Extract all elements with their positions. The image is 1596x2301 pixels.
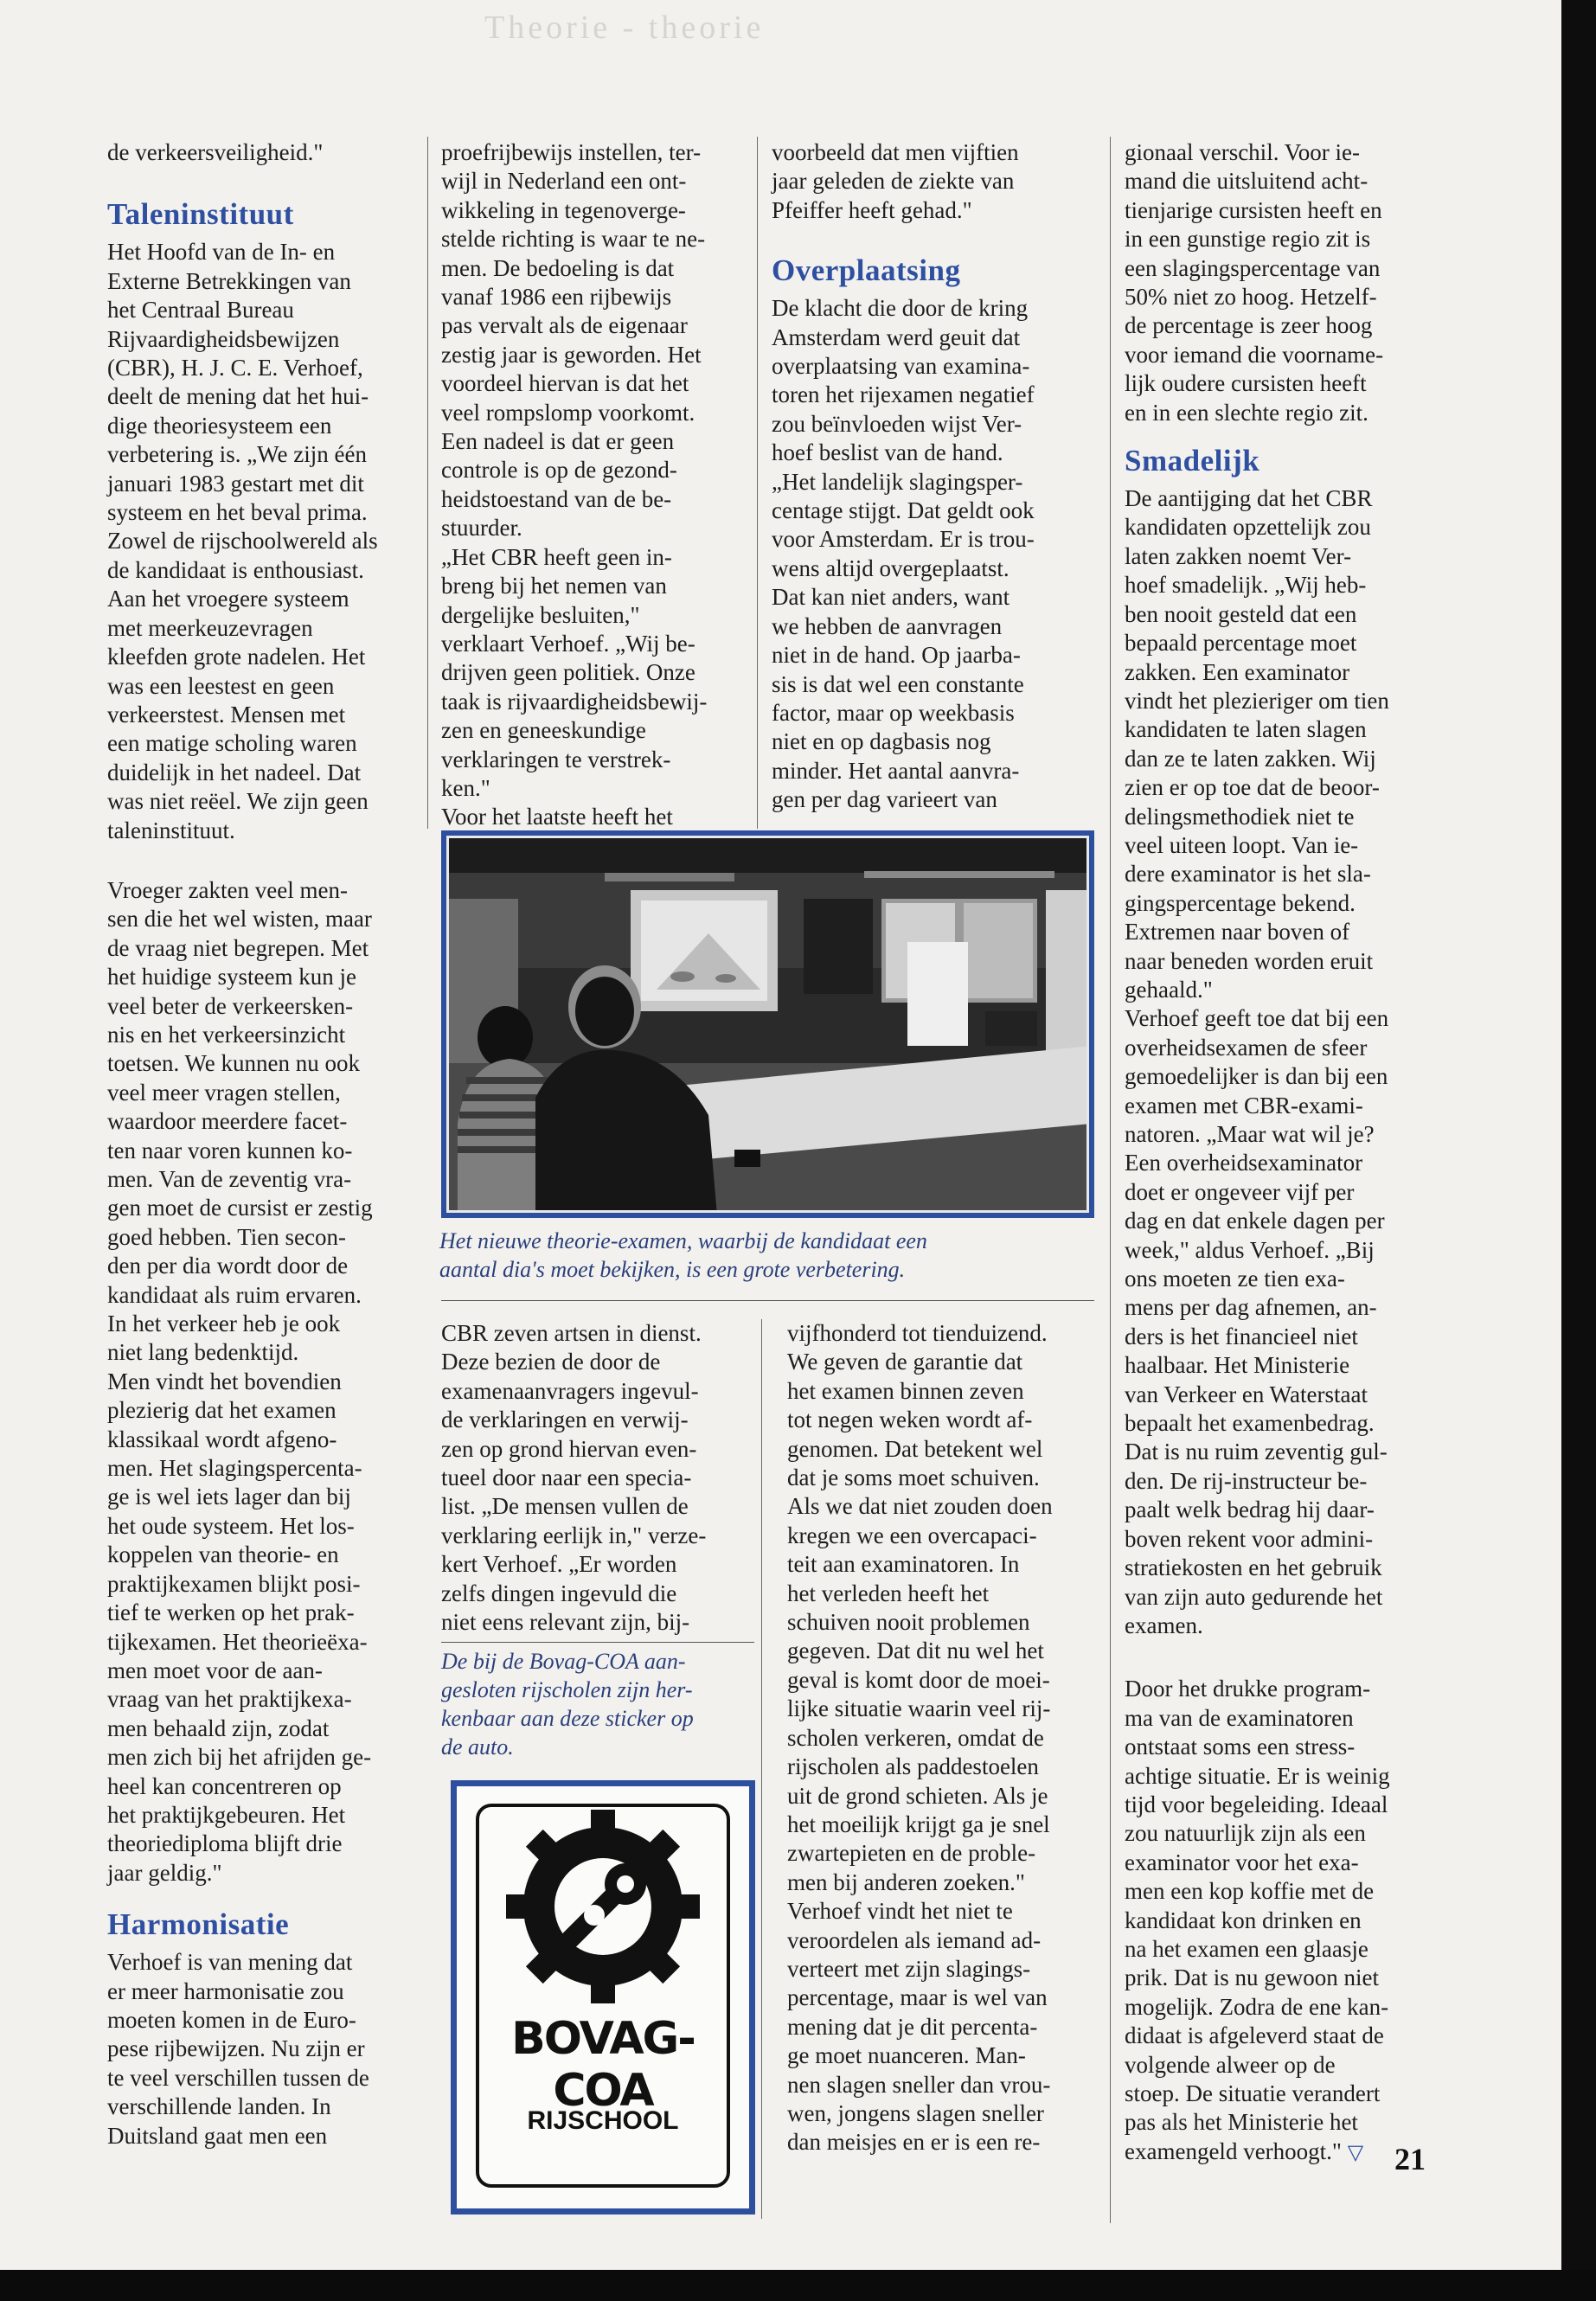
column-rule xyxy=(1110,137,1111,2223)
scan-edge-bottom xyxy=(0,2270,1596,2301)
column-4 xyxy=(1125,138,1445,2168)
photo-caption: Het nieuwe theorie-examen, waarbij de kandidaat een aantal dia's moet bekijken, is een grote verbetering. xyxy=(439,1228,927,1282)
end-of-article-icon: ▽ xyxy=(1347,2141,1364,2164)
column-2-lower xyxy=(441,1319,753,1637)
caption-rule xyxy=(441,1300,1094,1301)
paragraph: CBR zeven artsen in dienst. Deze bezien de door de examenaanvragers ingevul- de verklaringen en verwij- zen op grond hiervan even- tueel door naar een specia- list. „De mensen vullen de verklaring eerlijk in," verze- kert Verhoef. „Er worden zelfs dingen ingevuld die niet eens relevant zijn, bij- xyxy=(441,1320,707,1636)
paragraph: De klacht die door de kring Amsterdam werd geuit dat overplaatsing van examina- toren het rijexamen negatief zou beïnvloeden wijst Ver- hoef beslist van de hand. „Het landelijk slagingsper- centage stijgt. Dat geldt ook voor Amsterdam. Er is trou- wens altijd overgeplaatst. Dat kan niet anders, want we hebben de aanvragen niet in de hand. Op jaarba- sis is dat wel een constante factor, maar op weekbasis niet en op dagbasis nog minder. Het aantal aanvra- gen per dag varieert van xyxy=(772,295,1035,813)
paragraph: Het Hoofd van de In- en Externe Betrekkingen van het Centraal Bureau Rijvaardigheidsbewijzen (CBR), H. J. C. E. Verhoef, deelt de mening dat het hui- dige theoriesysteem een verbetering is. „We zijn één januari 1983 gestart met dit systeem en het beval prima. Zowel de rijschoolwereld als de kandidaat is enthousiast. Aan het vroegere systeem met meerkeuzevragen kleefden grote nadelen. Het was een leestest en geen verkeerstest. Mensen met een matige scholing waren duidelijk in het nadeel. Dat was niet reëel. We zijn geen taleninstituut. xyxy=(107,239,378,843)
column-rule xyxy=(757,137,758,829)
column-rule xyxy=(761,1319,762,2219)
logo-subtitle: RIJSCHOOL xyxy=(527,2106,679,2135)
classroom-photo-illustration xyxy=(449,838,1089,1213)
gear-wrench-icon xyxy=(479,1807,727,2015)
logo-caption-rule xyxy=(441,1642,754,1643)
section-heading-overplaatsing: Overplaatsing xyxy=(772,253,961,288)
photo-frame xyxy=(441,830,1094,1218)
page-number: 21 xyxy=(1394,2142,1426,2176)
section-heading-smadelijk: Smadelijk xyxy=(1125,444,1260,478)
column-2-upper xyxy=(441,138,744,832)
bovag-sticker xyxy=(457,1786,749,2208)
paragraph: Verhoef is van mening dat er meer harmonisatie zou moeten komen in de Euro- pese rijbewijzen. Nu zijn er te veel verschillen tussen de verschillende landen. In Duitsland gaat men een xyxy=(107,1949,369,2149)
classroom-photo xyxy=(446,836,1089,1213)
bleed-through-header: Theorie - theorie xyxy=(484,10,765,46)
column-rule xyxy=(427,137,428,829)
column-1 xyxy=(107,138,419,2150)
bovag-logo-frame xyxy=(451,1780,755,2214)
paragraph: De aantijging dat het CBR kandidaten opzettelijk zou laten zakken noemt Ver- hoef smadelijk. „Wij heb- ben nooit gesteld dat een bepaald percentage moet zakken. Een examinator vindt het plezieriger om tien kandidaten te laten slagen dan ze te laten zakken. Wij zien er op toe dat de beoor- delingsmethodiek niet te veel uiteen loopt. Van ie- dere examinator is het sla- gingspercentage bekend. Extremen naar boven of naar beneden worden eruit gehaald." Verhoef geeft toe dat bij een overheidsexamen de sfeer gemoedelijker is dan bij een examen met CBR-exami- natoren. „Maar wat wil je? Een overheidsexaminator doet er ongeveer vijf per dag en dat enkele dagen per week," aldus Verhoef. „Bij ons moeten ze tien exa- mens per dag afnemen, an- ders is het financieel niet haalbaar. Het Ministerie van Verkeer en Waterstaat bepaalt het examenbedrag. Dat is nu ruim zeventig gul- den. De rij-instructeur be- paalt welk bedrag hij daar- boven rekent voor admini- stratiekosten en het gebruik van zijn auto gedurende het examen. xyxy=(1125,485,1389,1638)
paragraph: proefrijbewijs instellen, ter- wijl in Nederland een ont- wikkeling in tegenoverge- stelde richting is waar te ne- men. De bedoeling is dat vanaf 1986 een rijbewijs pas vervalt als de eigenaar zestig jaar is geworden. Het voordeel hiervan is dat het veel rompslomp voorkomt. Een nadeel is dat er geen controle is op de gezond- heidstoestand van de be- stuurder. „Het CBR heeft geen in- breng bij het nemen van dergelijke besluiten," verklaart Verhoef. „Wij be- drijven geen politiek. Onze taak is rijvaardigheidsbewij- zen en geneeskundige verklaringen te verstrek- ken." Voor het laatste heeft het xyxy=(441,139,708,830)
paragraph: Door het drukke program- ma van de examinatoren ontstaat soms een stress- achtige situatie. Er is weinig tijd voor begeleiding. Ideaal zou natuurlijk zijn als een examinator voor het exa- men een kop koffie met de kandidaat kon drinken en na het examen een glaasje prik. Dat is nu gewoon niet mogelijk. Zodra de ene kan- didaat is afgeleverd staat de volgende alweer op de stoep. De situatie verandert pas als het Ministerie het examengeld verhoogt." xyxy=(1125,1676,1390,2164)
paragraph: gionaal verschil. Voor ie- mand die uitsluitend acht- tienjarige cursisten heeft en in een gunstige regio zit is een slagingspercentage van 50% niet zo hoog. Hetzelf- de percentage is zeer hoog voor iemand die voorname- lijk oudere cursisten heeft en in een slechte regio zit. xyxy=(1125,139,1384,426)
sticker-border xyxy=(476,1804,730,2188)
scan-edge-right xyxy=(1561,0,1596,2270)
paragraph: de verkeersveiligheid." xyxy=(107,139,324,165)
paragraph: voorbeeld dat men vijftien jaar geleden de ziekte van Pfeiffer heeft gehad." xyxy=(772,139,1019,223)
paragraph: vijfhonderd tot tienduizend. We geven de garantie dat het examen binnen zeven tot negen weken wordt af- genomen. Dat betekent wel dat je soms moet schuiven. Als we dat niet zouden doen kregen we een overcapaci- teit aan examinatoren. In het verleden heeft het schuiven nooit problemen gegeven. Dat dit nu wel het geval is komt door de moei- lijke situatie waarin veel rij- scholen verkeren, omdat de rijscholen als paddestoelen uit de grond schieten. Als je het moeilijk krijgt ga je snel zwartepieten en de proble- men bij anderen zoeken." Verhoef vindt het niet te veroordelen als iemand ad- verteert met zijn slagings- percentage, maar is wel van mening dat je dit percenta- ge moet nuanceren. Man- nen slagen sneller dan vrou- wen, jongens slagen sneller dan meisjes en er is een re- xyxy=(787,1320,1053,2156)
column-3-upper xyxy=(772,138,1083,815)
column-3-lower xyxy=(787,1319,1099,2157)
paragraph: Vroeger zakten veel men- sen die het wel wisten, maar de vraag niet begrepen. Met het huidige systeem kun je veel beter de verkeersken- nis en het verkeersinzicht toetsen. We kunnen nu ook veel meer vragen stellen, waardoor meerdere facet- ten naar voren kunnen ko- men. Van de zeventig vra- gen moet de cursist er zestig goed hebben. Tien secon- den per dia wordt door de kandidaat als ruim ervaren. In het verkeer heb je ook niet lang bedenktijd. Men vindt het bovendien plezierig dat het examen klassikaal wordt afgeno- men. Het slagingspercenta- ge is wel iets lager dan bij het oude systeem. Het los- koppelen van theorie- en praktijkexamen blijkt posi- tief te werken op het prak- tijkexamen. Het theorieëxa- men moet voor de aan- vraag van het praktijkexa- men behaald zijn, zodat men zich bij het afrijden ge- heel kan concentreren op het praktijkgebeuren. Het theoriediploma blijft drie jaar geldig." xyxy=(107,876,373,1886)
section-heading-taleninstituut: Taleninstituut xyxy=(107,197,294,232)
logo-title: BOVAG-COA xyxy=(511,2013,695,2117)
logo-caption: De bij de Bovag-COA aan- gesloten rijscholen zijn her- kenbaar aan deze sticker op de auto. xyxy=(441,1649,694,1759)
section-heading-harmonisatie: Harmonisatie xyxy=(107,1907,290,1942)
